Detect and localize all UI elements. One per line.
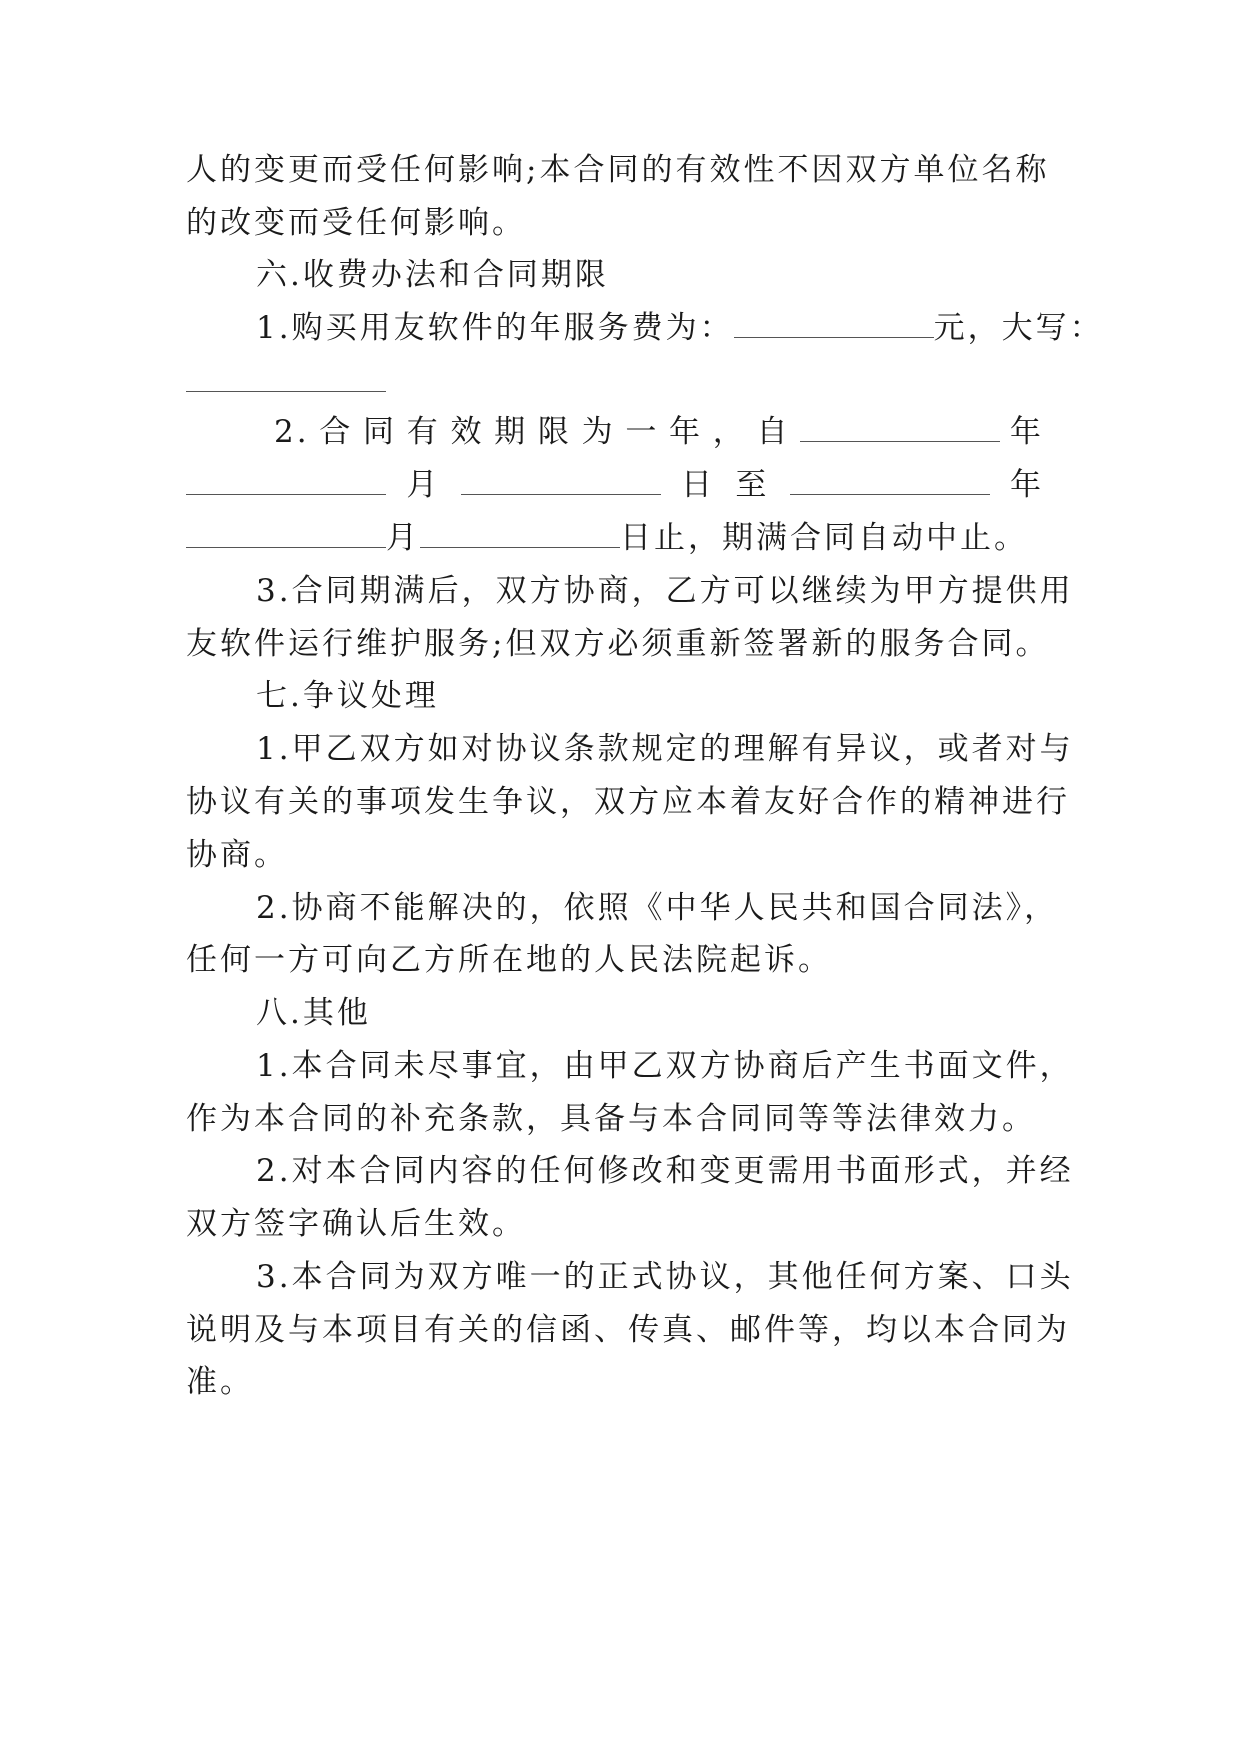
char: 年 bbox=[669, 414, 704, 450]
section-heading-8: 八.其他 bbox=[256, 995, 371, 1031]
paragraph-line: 3.合同期满后，双方协商，乙方可以继续为甲方提供用 bbox=[256, 573, 1074, 609]
clause-text: 月 bbox=[386, 520, 420, 556]
char: 期 bbox=[494, 414, 529, 450]
paragraph-line: 说明及与本项目有关的信函、传真、邮件等，均以本合同为 bbox=[186, 1312, 1070, 1348]
clause-text: 元，大写： bbox=[933, 310, 1104, 346]
clause-number: 2. bbox=[274, 414, 310, 450]
paragraph-line: 作为本合同的补充条款，具备与本合同同等等法律效力。 bbox=[186, 1101, 1036, 1137]
char: 至 bbox=[735, 467, 770, 503]
clause-text: 日止，期满合同自动中止。 bbox=[620, 520, 1028, 556]
char: 月 bbox=[406, 467, 441, 503]
paragraph-line: 1.本合同未尽事宜，由甲乙双方协商后产生书面文件， bbox=[256, 1048, 1074, 1084]
char: 自 bbox=[756, 414, 791, 450]
end-month-blank bbox=[186, 521, 386, 548]
paragraph-line: 任何一方可向乙方所在地的人民法院起诉。 bbox=[186, 942, 832, 978]
fee-capital-blank bbox=[186, 365, 386, 392]
paragraph-line: 准。 bbox=[186, 1364, 254, 1400]
fee-amount-blank bbox=[734, 311, 934, 338]
section-heading-6: 六.收费办法和合同期限 bbox=[256, 257, 609, 293]
paragraph-line: 1.甲乙双方如对协议条款规定的理解有异议，或者对与 bbox=[256, 731, 1074, 767]
paragraph-line: 的改变而受任何影响。 bbox=[186, 205, 526, 241]
start-year-blank bbox=[800, 415, 1000, 442]
fee-capital-blank-line bbox=[186, 362, 386, 402]
start-day-blank bbox=[461, 468, 661, 495]
paragraph-line: 3.本合同为双方唯一的正式协议，其他任何方案、口头 bbox=[256, 1259, 1074, 1295]
paragraph-line: 人的变更而受任何影响;本合同的有效性不因双方单位名称 bbox=[186, 152, 1050, 188]
paragraph-line: 协议有关的事项发生争议，双方应本着友好合作的精神进行 bbox=[186, 784, 1070, 820]
clause-6-2-line-3 bbox=[186, 518, 1028, 558]
char: 效 bbox=[450, 414, 485, 450]
section-heading-7: 七.争议处理 bbox=[256, 678, 439, 714]
clause-6-2-line-2 bbox=[186, 465, 1044, 505]
paragraph-line: 友软件运行维护服务;但双方必须重新签署新的服务合同。 bbox=[186, 626, 1050, 662]
char: 年 bbox=[1009, 414, 1044, 450]
char: 为 bbox=[581, 414, 616, 450]
clause-text: 1.购买用友软件的年服务费为： bbox=[256, 310, 734, 346]
char: 年 bbox=[1009, 467, 1044, 503]
paragraph-line: 2.协商不能解决的，依照《中华人民共和国合同法》， bbox=[256, 890, 1059, 926]
char: 一 bbox=[625, 414, 660, 450]
start-month-blank bbox=[186, 468, 386, 495]
char: 日 bbox=[680, 467, 715, 503]
char: 限 bbox=[537, 414, 572, 450]
char: 同 bbox=[363, 414, 398, 450]
char: 有 bbox=[406, 414, 441, 450]
paragraph-line: 2.对本合同内容的任何修改和变更需用书面形式，并经 bbox=[256, 1153, 1074, 1189]
paragraph-line: 协商。 bbox=[186, 837, 288, 873]
end-year-blank bbox=[790, 468, 990, 495]
end-day-blank bbox=[420, 521, 620, 548]
paragraph-line: 双方签字确认后生效。 bbox=[186, 1206, 526, 1242]
clause-6-1 bbox=[256, 308, 1104, 348]
char: ， bbox=[712, 414, 747, 450]
clause-6-2-line-1 bbox=[274, 412, 1044, 452]
char: 合 bbox=[319, 414, 354, 450]
